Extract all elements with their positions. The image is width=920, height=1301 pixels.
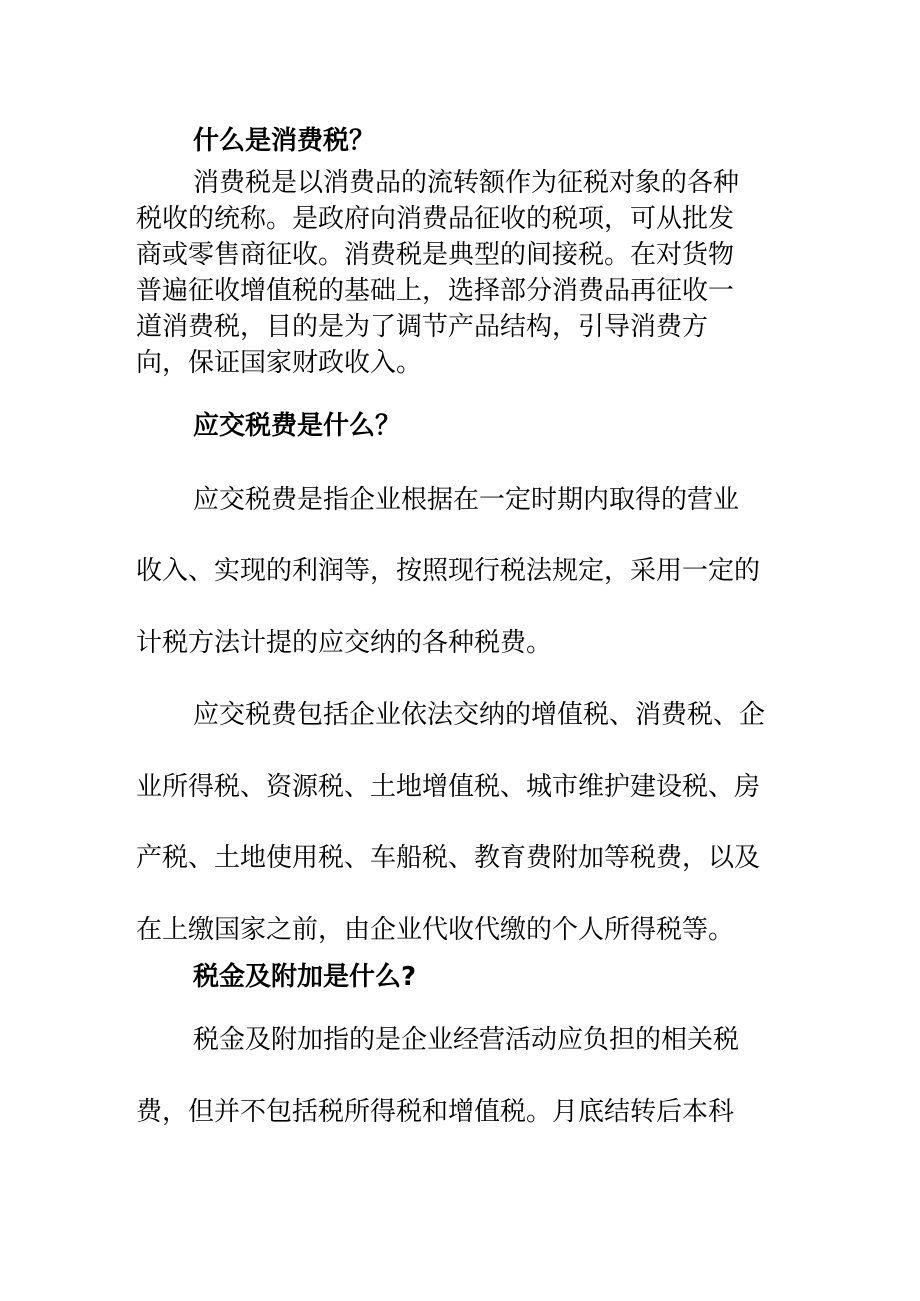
body-line: 应交税费包括企业依法交纳的增值税、消费税、企 [193,700,766,730]
heading-taxes-payable: 应交税费是什么？ [193,411,402,441]
body-line: 收入、实现的利润等，按照现行税法规定，采用一定的 [136,556,761,586]
body-line: 税收的统称。是政府向消费品征收的税项，可从批发 [136,204,735,234]
body-line: 商或零售商征收。消费税是典型的间接税。在对货物 [136,240,735,270]
body-line: 计税方法计提的应交纳的各种税费。 [136,628,553,658]
body-line: 向，保证国家财政收入。 [136,348,423,378]
body-line: 税金及附加指的是企业经营活动应负担的相关税 [193,1025,740,1055]
body-line: 费，但并不包括税所得税和增值税。月底结转后本科 [136,1097,735,1127]
body-line: 业所得税、资源税、土地增值税、城市维护建设税、房 [136,772,761,802]
body-line: 产税、土地使用税、车船税、教育费附加等税费，以及 [136,843,761,873]
body-line: 道消费税，目的是为了调节产品结构，引导消费方 [136,312,709,342]
body-line: 应交税费是指企业根据在一定时期内取得的营业 [193,485,740,515]
body-line: 在上缴国家之前，由企业代收代缴的个人所得税等。 [136,915,735,945]
heading-taxes-and-surcharges: 税金及附加是什么? [193,962,417,992]
heading-consumption-tax: 什么是消费税？ [193,126,376,156]
body-line: 普遍征收增值税的基础上，选择部分消费品再征收一 [136,276,735,306]
body-line: 消费税是以消费品的流转额作为征税对象的各种 [193,168,740,198]
